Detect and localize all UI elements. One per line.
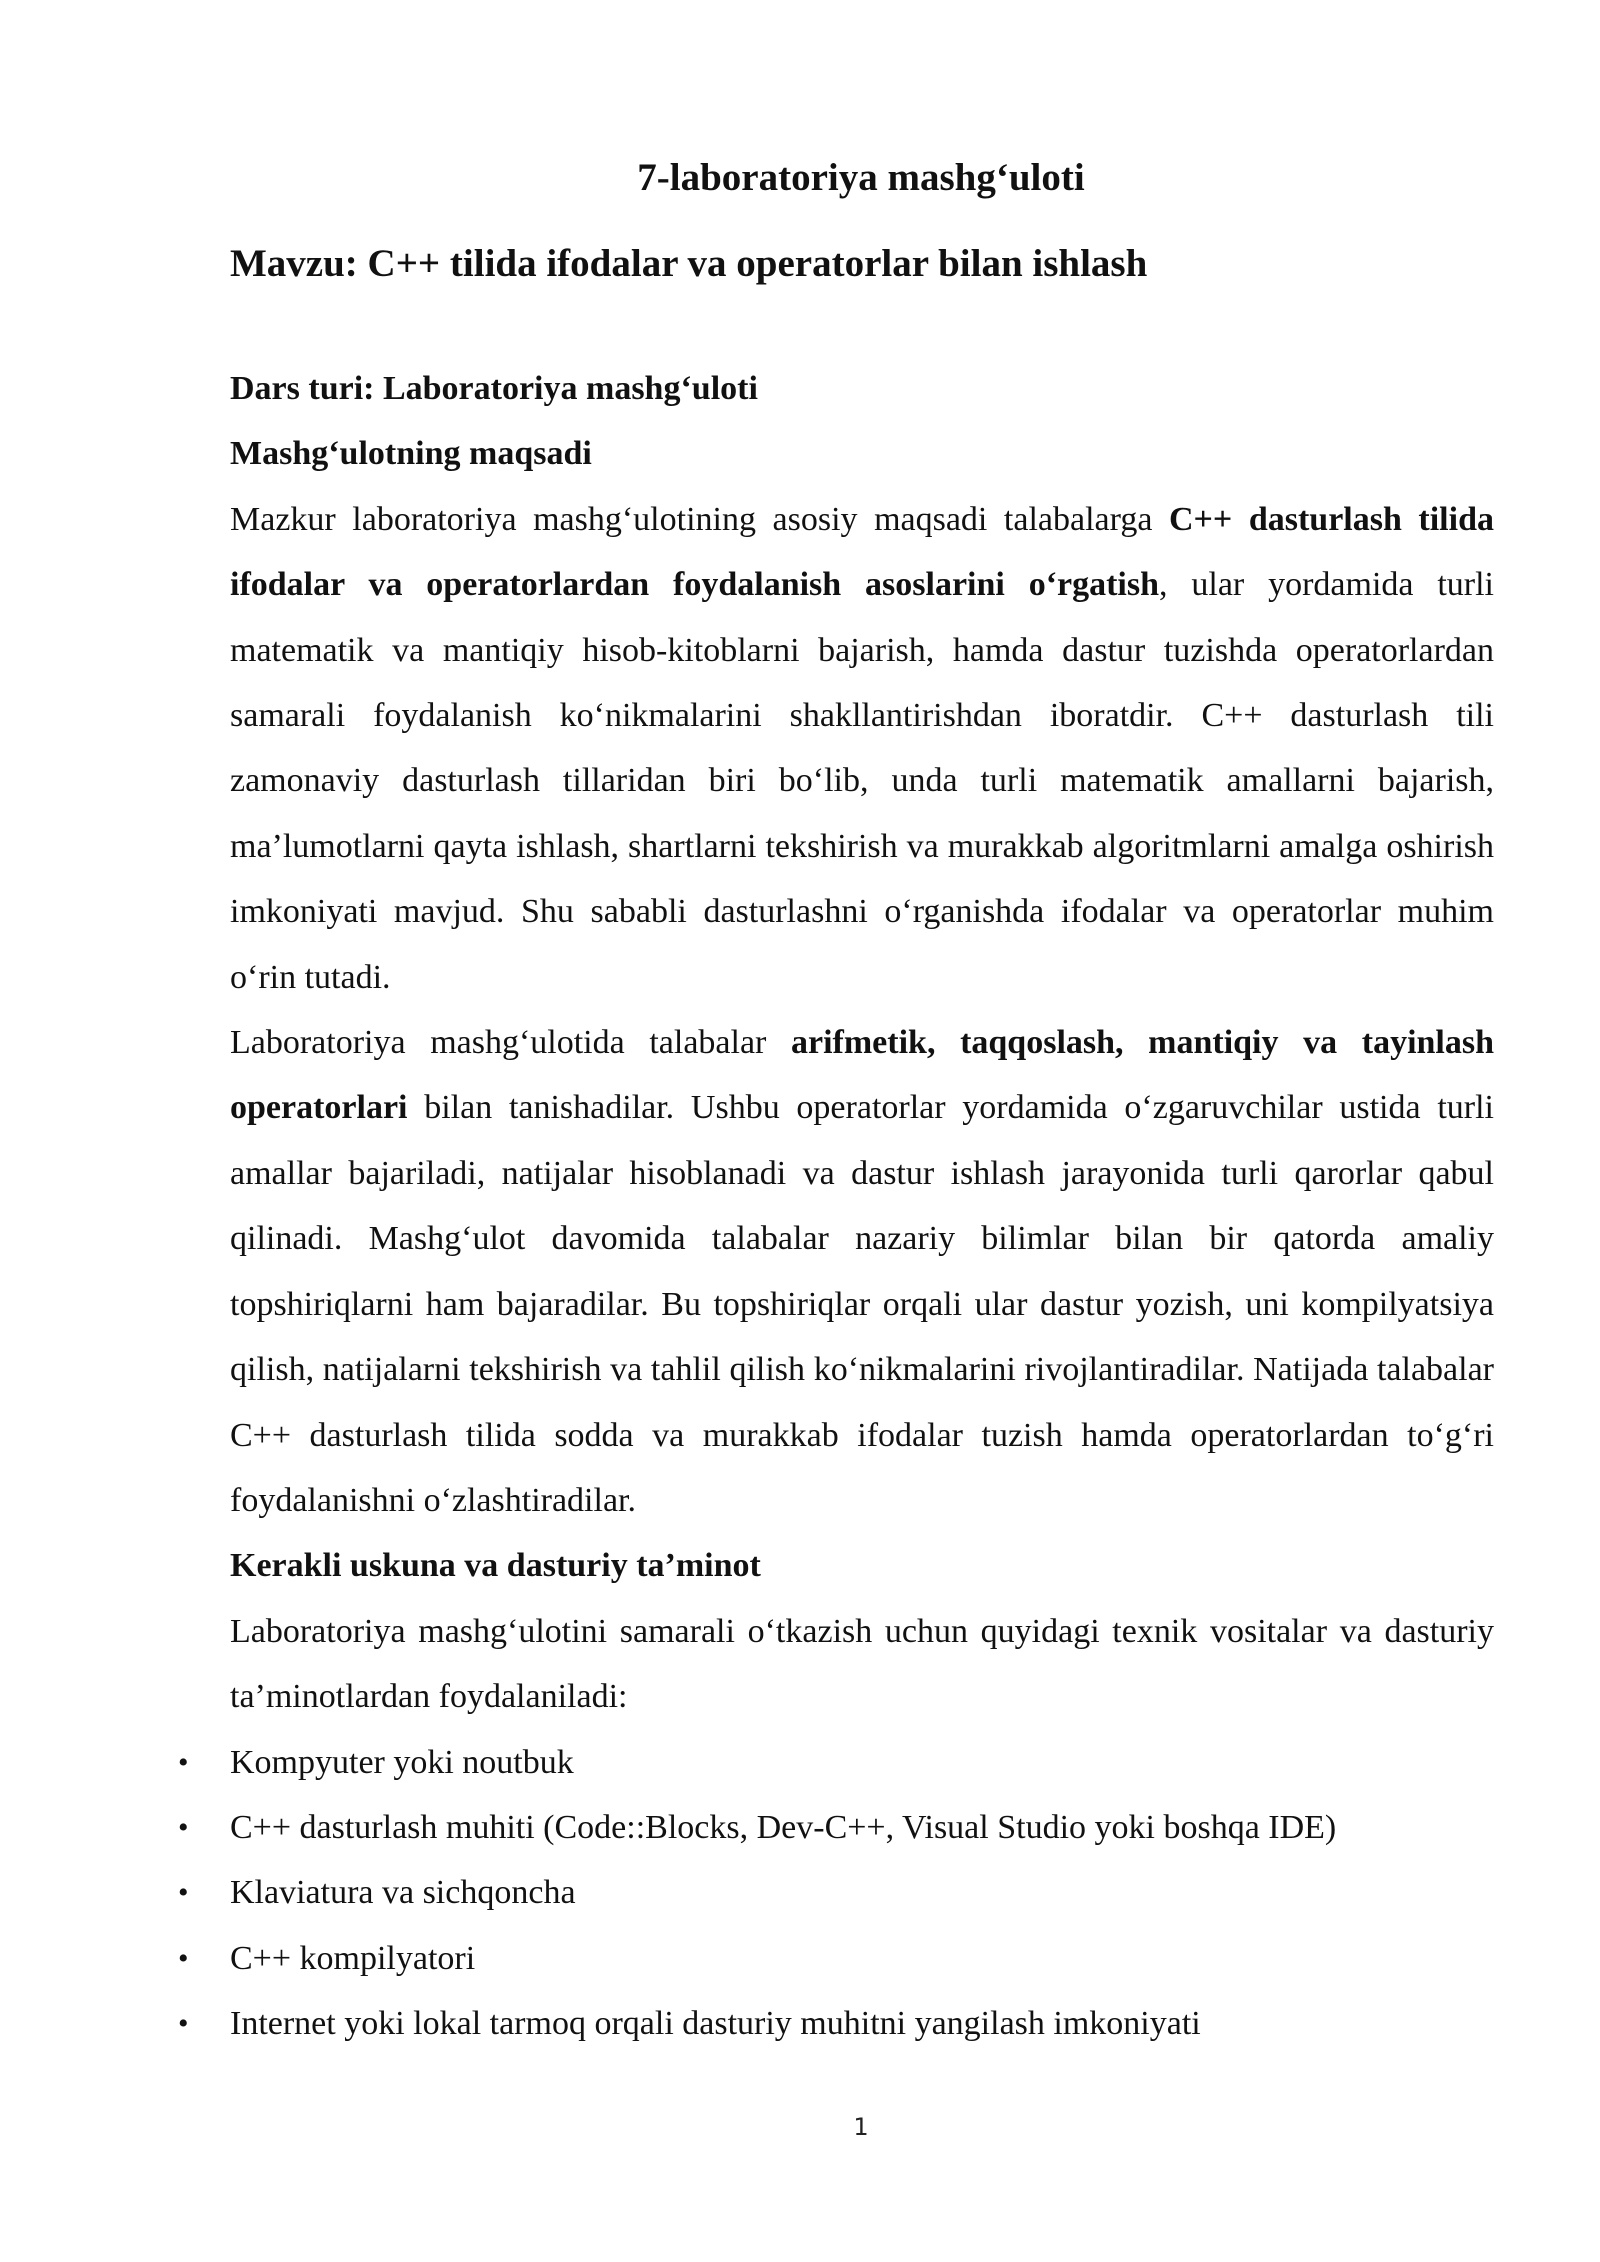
goal-paragraph-text-2: , ular yordamida turli matematik va mantiqiy hisob-kitoblarni bajarish, hamda dastur tuzishda operatorlardan samarali foydalanish ko‘nikmalarini shakllantirishdan iboratdir. C++ dasturlash tili zamonaviy dasturlash tillaridan biri bo‘lib, unda turli matematik amallarni bajarish, ma’lumotlarni qayta ishlash, shartlarni tekshirish va murakkab algoritmlarni amalga oshirish imkoniyati mavjud. Shu sababli dasturlashni o‘rganishda ifodalar va operatorlar muhim o‘rin tutadi.: [230, 566, 1494, 996]
bullet-icon: •: [178, 2007, 189, 2041]
list-item-text: C++ dasturlash muhiti (Code::Blocks, Dev-C++, Visual Studio yoki boshqa IDE): [230, 1808, 1337, 1846]
topic-heading: Mavzu: C++ tilida ifodalar va operatorlar bilan ishlash: [230, 242, 1148, 285]
operators-paragraph-text-2: bilan tanishadilar. Ushbu operatorlar yordamida o‘zgaruvchilar ustida turli amallar bajariladi, natijalar hisoblanadi va dastur ishlash jarayonida turli qarorlar qabul qilinadi. Mashg‘ulot davomida talabalar nazariy bilimlar bilan bir qatorda amaliy topshiriqlarni ham bajaradilar. Bu topshiriqlar orqali ular dastur yozish, uni kompilyatsiya qilish, natijalarni tekshirish va tahlil qilish ko‘nikmalarini rivojlantiradilar. Natijada talabalar C++ dasturlash tilida sodda va murakkab ifodalar tuzish hamda operatorlardan to‘g‘ri foydalanishni o‘zlashtiradilar.: [230, 1089, 1494, 1519]
bullet-icon: •: [178, 1941, 189, 1975]
list-item-text: Internet yoki lokal tarmoq orqali dasturiy muhitni yangilash imkoniyati: [230, 2005, 1201, 2043]
bullet-icon: •: [178, 1810, 189, 1844]
list-item: [178, 1795, 1494, 1860]
goal-paragraph-bold: C++ dasturlash tilida ifodalar va operatorlardan foydalanish asoslarini o‘rgatish: [230, 500, 1494, 604]
equipment-paragraph: Laboratoriya mashg‘ulotini samarali o‘tkazish uchun quyidagi texnik vositalar va dasturiy ta’minotlardan foydalaniladi:: [230, 1612, 1494, 1716]
bullet-icon: •: [178, 1745, 189, 1779]
operators-paragraph-text-1: Laboratoriya mashg‘ulotida talabalar: [230, 1024, 791, 1062]
list-item: [178, 1926, 1494, 1991]
list-item: [178, 1860, 1494, 1925]
equipment-list: [178, 1730, 1494, 2057]
equipment-heading: Kerakli uskuna va dasturiy ta’minot: [230, 1547, 761, 1585]
lesson-type-heading: Dars turi: Laboratoriya mashg‘uloti: [230, 370, 758, 407]
document-title: 7-laboratoriya mashg‘uloti: [637, 156, 1085, 199]
goal-heading: Mashg‘ulotning maqsadi: [230, 435, 592, 473]
operators-paragraph-bold: arifmetik, taqqoslash, mantiqiy va tayinlash operatorlari: [230, 1024, 1495, 1127]
goal-paragraph: [230, 487, 1494, 1010]
document-body: [178, 356, 1495, 2057]
operators-paragraph: [230, 1010, 1494, 1533]
list-item: [178, 1991, 1494, 2056]
page-number: 1: [853, 2113, 869, 2141]
bullet-icon: •: [178, 1876, 189, 1910]
list-item-text: C++ kompilyatori: [230, 1939, 476, 1977]
list-item-text: Klaviatura va sichqoncha: [230, 1874, 576, 1912]
list-item-text: Kompyuter yoki noutbuk: [230, 1743, 574, 1781]
goal-paragraph-text-1: Mazkur laboratoriya mashg‘ulotining asosiy maqsadi talabalarga: [230, 500, 1169, 538]
list-item: [178, 1730, 1494, 1795]
